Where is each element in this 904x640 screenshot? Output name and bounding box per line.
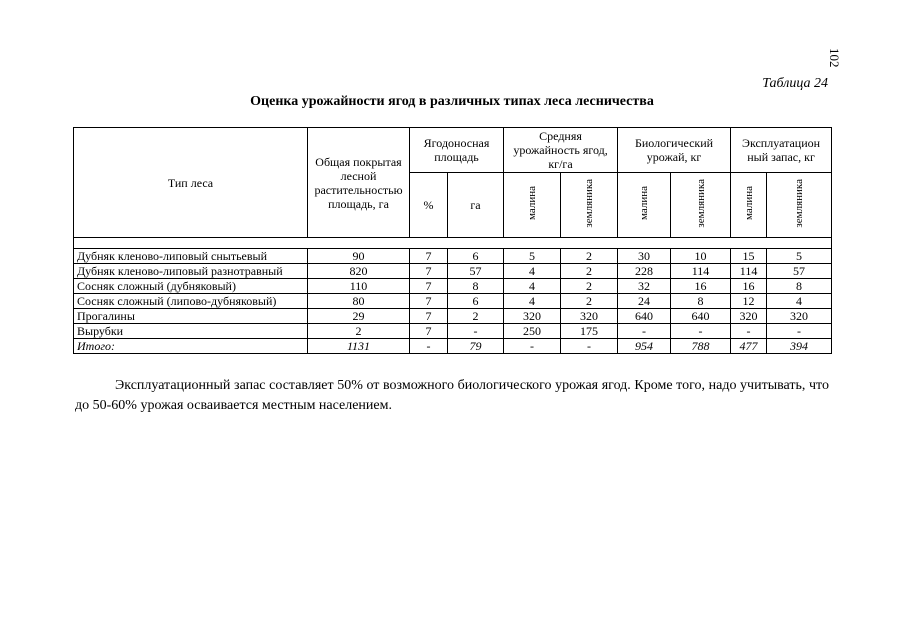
table-cell: 114 xyxy=(671,264,731,279)
table-cell: 79 xyxy=(448,339,504,354)
table-cell: 4 xyxy=(504,264,561,279)
table-cell: 175 xyxy=(561,324,618,339)
table-cell: 2 xyxy=(448,309,504,324)
table-cell: 12 xyxy=(731,294,767,309)
table-title: Оценка урожайности ягод в различных типах леса лесничества xyxy=(250,94,654,109)
table-cell: 7 xyxy=(410,279,448,294)
table-cell: 2 xyxy=(308,324,410,339)
table-cell: 2 xyxy=(561,264,618,279)
header-reserve-raspberry-label: малина xyxy=(742,186,755,221)
table-cell: 80 xyxy=(308,294,410,309)
header-avg-yield: Средняя урожайность ягод, кг/га xyxy=(504,128,618,173)
table-cell: 640 xyxy=(671,309,731,324)
table-cell: 32 xyxy=(618,279,671,294)
table-cell: 640 xyxy=(618,309,671,324)
header-ha: га xyxy=(448,173,504,238)
table-cell: - xyxy=(767,324,832,339)
table-cell: 16 xyxy=(671,279,731,294)
header-yield-strawberry-label: земляника xyxy=(583,179,596,228)
table-row xyxy=(74,264,832,279)
table-cell: - xyxy=(618,324,671,339)
page-number: 102 xyxy=(827,48,842,68)
table-cell: 320 xyxy=(504,309,561,324)
table-caption: Таблица 24 xyxy=(762,76,828,91)
row-label-cell: Дубняк кленово-липовый разнотравный xyxy=(74,264,308,279)
header-yield-raspberry-label: малина xyxy=(526,186,539,221)
spacer-cell xyxy=(74,238,832,249)
table-cell: 15 xyxy=(731,249,767,264)
table-cell: 57 xyxy=(448,264,504,279)
table-cell: 5 xyxy=(504,249,561,264)
table-cell: - xyxy=(731,324,767,339)
header-reserve-raspberry xyxy=(731,173,767,238)
table-cell: 114 xyxy=(731,264,767,279)
table-cell: 8 xyxy=(767,279,832,294)
table-cell: 6 xyxy=(448,249,504,264)
table-cell: 4 xyxy=(504,294,561,309)
table-cell: 4 xyxy=(504,279,561,294)
table-cell: 250 xyxy=(504,324,561,339)
table-cell: - xyxy=(504,339,561,354)
header-reserve-strawberry xyxy=(767,173,832,238)
header-forest-type: Тип леса xyxy=(74,128,308,238)
table-cell: 10 xyxy=(671,249,731,264)
table-cell: 7 xyxy=(410,294,448,309)
row-label-cell: Вырубки xyxy=(74,324,308,339)
table-cell: 5 xyxy=(767,249,832,264)
table-row xyxy=(74,249,832,264)
table-row xyxy=(74,294,832,309)
header-bio-strawberry xyxy=(671,173,731,238)
table-cell: 2 xyxy=(561,249,618,264)
table-row xyxy=(74,324,832,339)
table-cell: 320 xyxy=(731,309,767,324)
table-cell: 57 xyxy=(767,264,832,279)
row-label-cell: Сосняк сложный (липово-дубняковый) xyxy=(74,294,308,309)
table-cell: 7 xyxy=(410,324,448,339)
table-cell: - xyxy=(410,339,448,354)
header-bio-strawberry-label: земляника xyxy=(694,179,707,228)
header-bio-raspberry-label: малина xyxy=(638,186,651,221)
table-cell: 4 xyxy=(767,294,832,309)
header-bio-harvest: Биологический урожай, кг xyxy=(618,128,731,173)
berry-yield-table xyxy=(73,127,832,354)
table-row xyxy=(74,309,832,324)
row-label-cell: Итого: xyxy=(74,339,308,354)
body-paragraph: Эксплуатационный запас составляет 50% от возможного биологического урожая ягод. Кроме того, надо учитывать, что до 50-60% урожая осваивается местным населением. xyxy=(75,378,829,413)
header-yield-strawberry xyxy=(561,173,618,238)
row-label-cell: Сосняк сложный (дубняковый) xyxy=(74,279,308,294)
table-cell: 7 xyxy=(410,249,448,264)
table-cell: 2 xyxy=(561,279,618,294)
header-bio-raspberry xyxy=(618,173,671,238)
table-cell: 2 xyxy=(561,294,618,309)
total-row xyxy=(74,339,832,354)
table-cell: 1131 xyxy=(308,339,410,354)
table-cell: 16 xyxy=(731,279,767,294)
table-cell: - xyxy=(448,324,504,339)
table-cell: 24 xyxy=(618,294,671,309)
header-exploit-reserve: Эксплуатацион ный запас, кг xyxy=(731,128,832,173)
row-label-cell: Прогалины xyxy=(74,309,308,324)
table-cell: 320 xyxy=(561,309,618,324)
table-cell: 29 xyxy=(308,309,410,324)
header-reserve-strawberry-label: земляника xyxy=(793,179,806,228)
table-cell: 394 xyxy=(767,339,832,354)
table-cell: - xyxy=(671,324,731,339)
header-yield-raspberry xyxy=(504,173,561,238)
table-cell: 820 xyxy=(308,264,410,279)
table-cell: 6 xyxy=(448,294,504,309)
table-cell: 7 xyxy=(410,309,448,324)
header-percent: % xyxy=(410,173,448,238)
table-cell: 477 xyxy=(731,339,767,354)
table-row xyxy=(74,279,832,294)
table-cell: 7 xyxy=(410,264,448,279)
table-cell: 90 xyxy=(308,249,410,264)
table-cell: 954 xyxy=(618,339,671,354)
table-cell: 8 xyxy=(448,279,504,294)
table-cell: 788 xyxy=(671,339,731,354)
table-cell: 8 xyxy=(671,294,731,309)
spacer-row xyxy=(74,238,832,249)
table-cell: 30 xyxy=(618,249,671,264)
table-cell: 110 xyxy=(308,279,410,294)
table-cell: - xyxy=(561,339,618,354)
table-cell: 228 xyxy=(618,264,671,279)
table-cell: 320 xyxy=(767,309,832,324)
header-total-area: Общая покрытая лесной растительностью площадь, га xyxy=(308,128,410,238)
row-label-cell: Дубняк кленово-липовый снытьевый xyxy=(74,249,308,264)
header-berry-area: Ягодоносная площадь xyxy=(410,128,504,173)
